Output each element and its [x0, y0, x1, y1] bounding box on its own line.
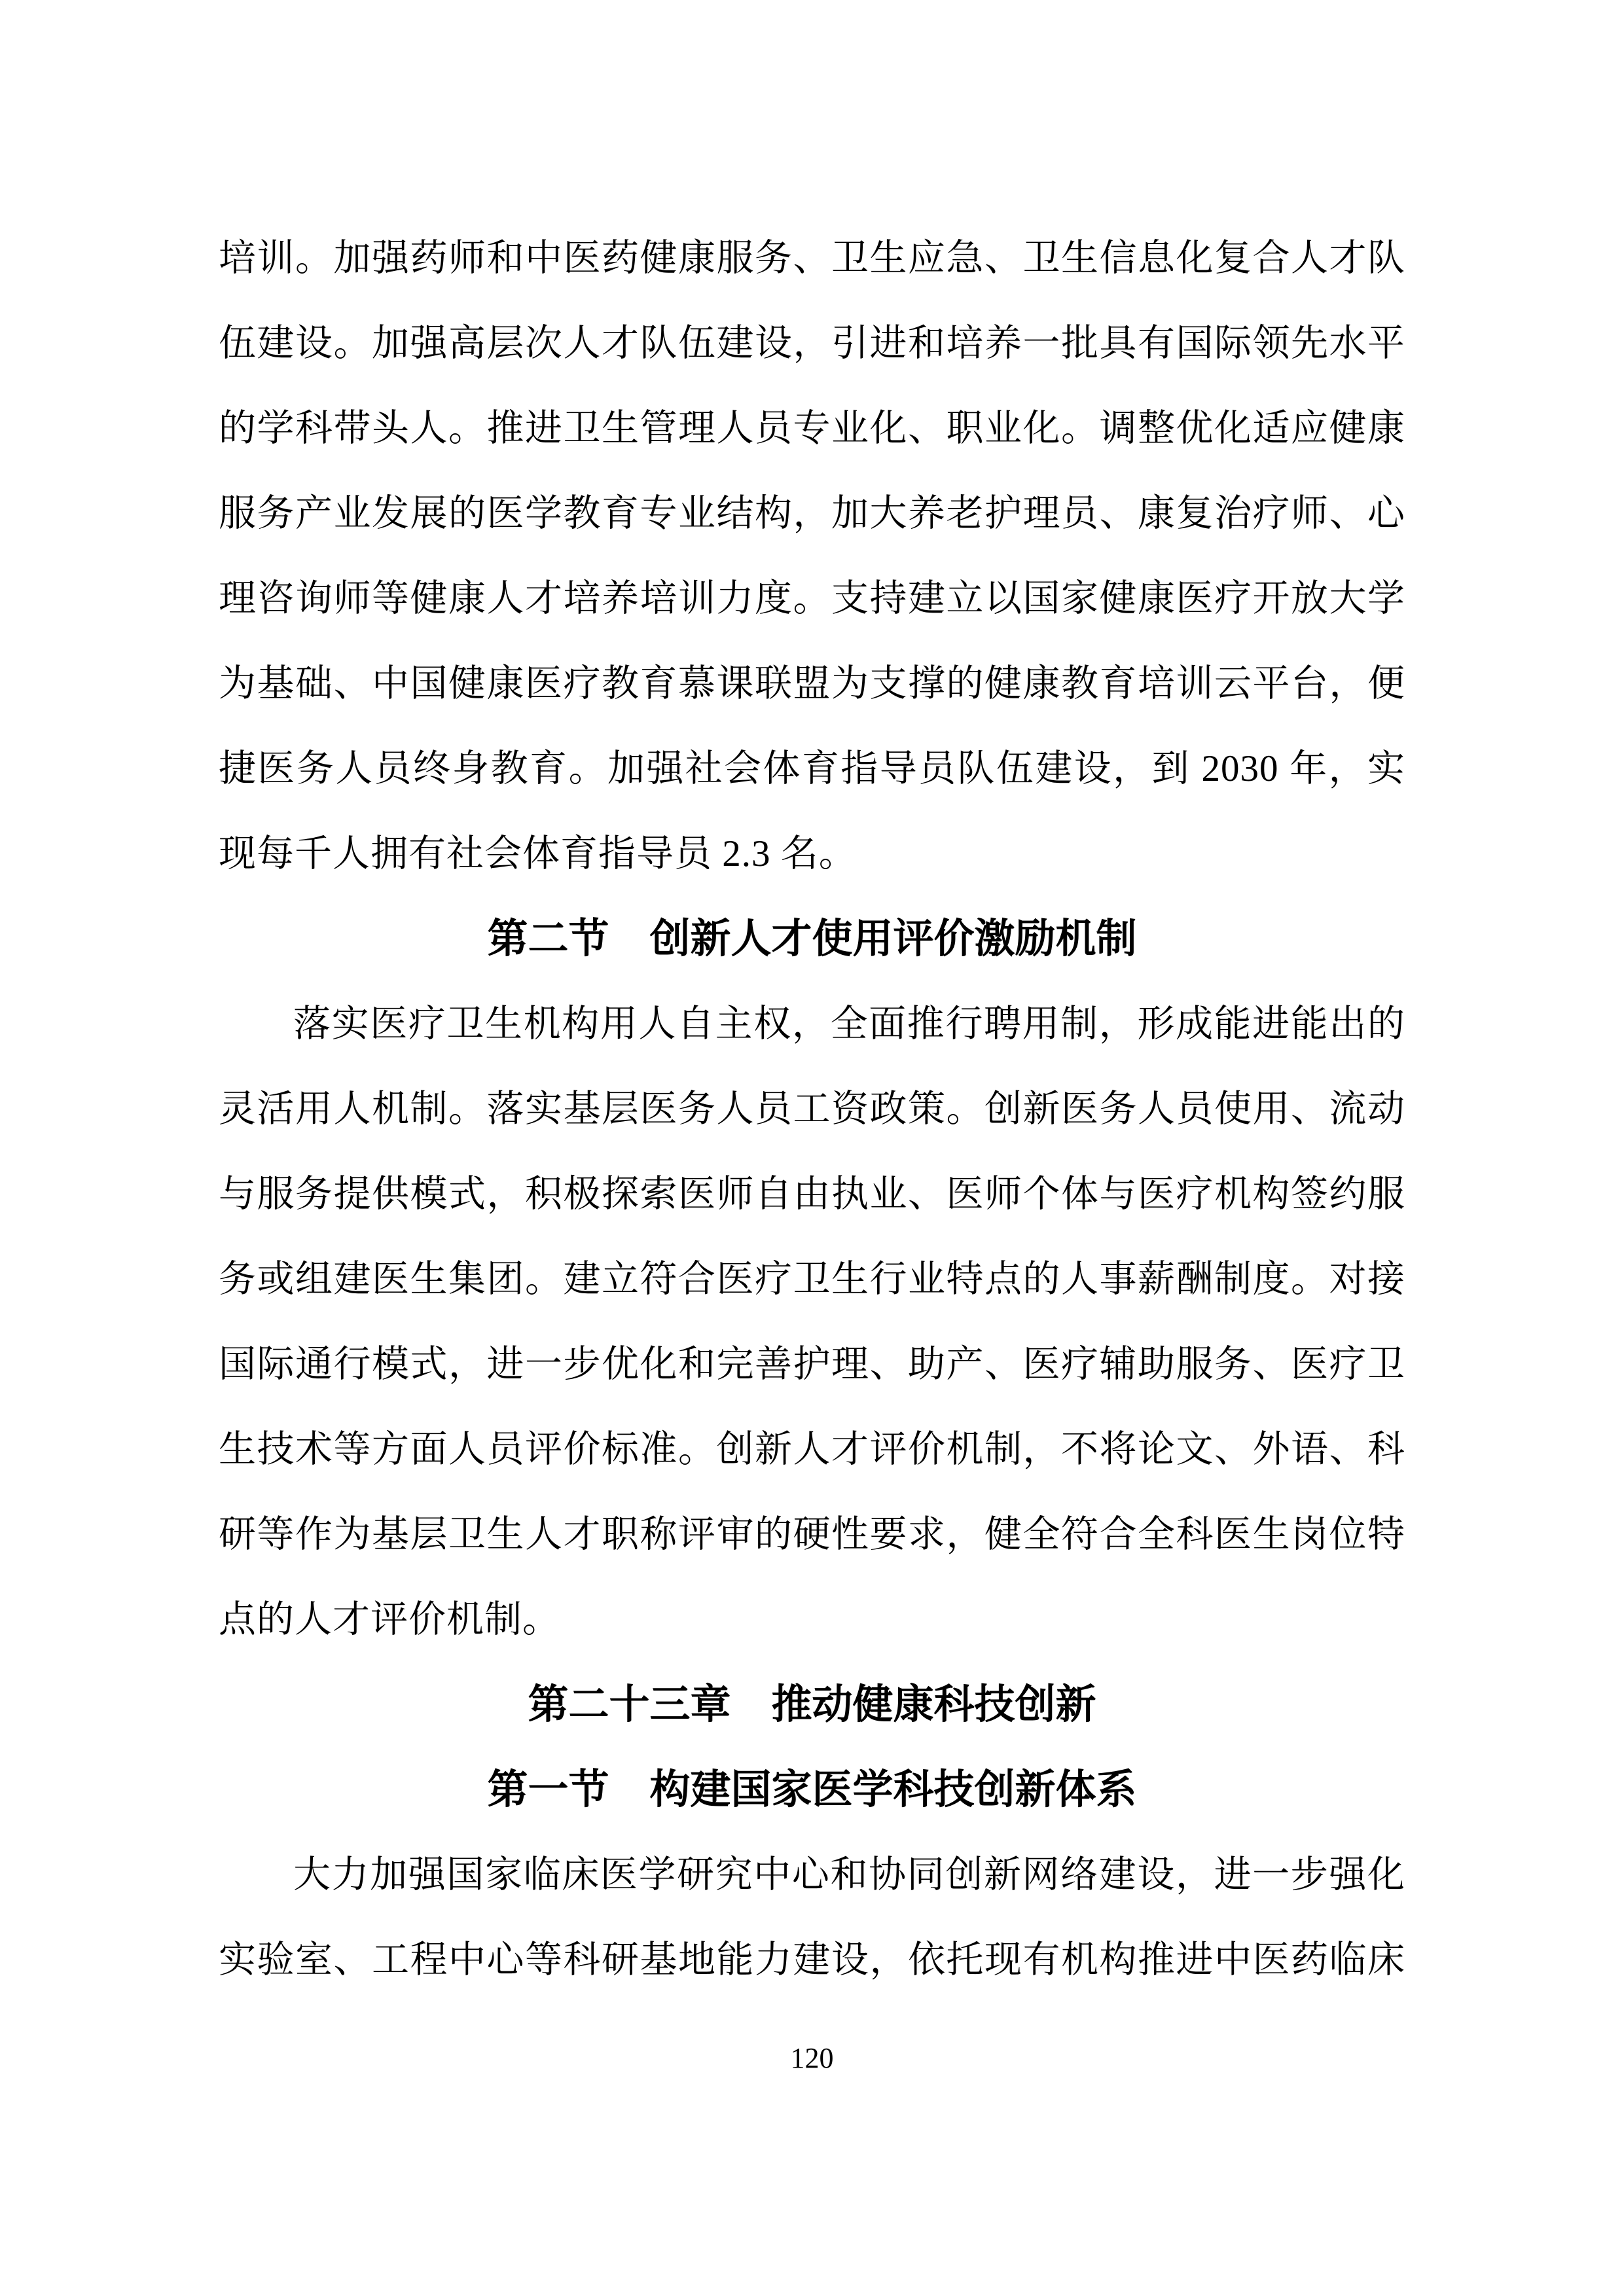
- body-line: 的学科带头人。推进卫生管理人员专业化、职业化。调整优化适应健康: [219, 408, 1405, 449]
- body-line: 实验室、工程中心等科研基地能力建设，依托现有机构推进中医药临床: [219, 1939, 1405, 1981]
- body-line: 与服务提供模式，积极探索医师自由执业、医师个体与医疗机构签约服: [219, 1174, 1405, 1215]
- page-content: [219, 216, 1405, 2003]
- body-line: 灵活用人机制。落实基层医务人员工资政策。创新医务人员使用、流动: [219, 1088, 1405, 1130]
- body-line: 理咨询师等健康人才培养培训力度。支持建立以国家健康医疗开放大学: [219, 578, 1405, 619]
- body-line: 研等作为基层卫生人才职称评审的硬性要求，健全符合全科医生岗位特: [219, 1514, 1405, 1555]
- section-heading-2: 第二节 创新人才使用评价激励机制: [487, 916, 1137, 961]
- page-footer: [0, 2036, 1624, 2081]
- body-line: 服务产业发展的医学教育专业结构，加大养老护理员、康复治疗师、心: [219, 493, 1405, 534]
- body-line: 培训。加强药师和中医药健康服务、卫生应急、卫生信息化复合人才队: [219, 238, 1405, 279]
- body-line: 现每千人拥有社会体育指导员 2.3 名。: [219, 833, 857, 874]
- body-line: 务或组建医生集团。建立符合医疗卫生行业特点的人事薪酬制度。对接: [219, 1259, 1405, 1300]
- body-line: 大力加强国家临床医学研究中心和协同创新网络建设，进一步强化: [293, 1854, 1405, 1895]
- body-line: 落实医疗卫生机构用人自主权，全面推行聘用制，形成能进能出的: [293, 1003, 1405, 1045]
- section-heading-1: 第一节 构建国家医学科技创新体系: [487, 1767, 1137, 1812]
- body-line: 国际通行模式，进一步优化和完善护理、助产、医疗辅助服务、医疗卫: [219, 1344, 1405, 1385]
- page-number: 120: [790, 2042, 834, 2074]
- body-line: 生技术等方面人员评价标准。创新人才评价机制，不将论文、外语、科: [219, 1429, 1405, 1470]
- body-line: 捷医务人员终身教育。加强社会体育指导员队伍建设，到 2030 年，实: [219, 748, 1405, 789]
- chapter-heading: 第二十三章 推动健康科技创新: [528, 1682, 1096, 1727]
- body-line: 点的人才评价机制。: [219, 1599, 560, 1640]
- body-line: 为基础、中国健康医疗教育慕课联盟为支撑的健康教育培训云平台，便: [219, 663, 1405, 704]
- body-line: 伍建设。加强高层次人才队伍建设，引进和培养一批具有国际领先水平: [219, 323, 1405, 364]
